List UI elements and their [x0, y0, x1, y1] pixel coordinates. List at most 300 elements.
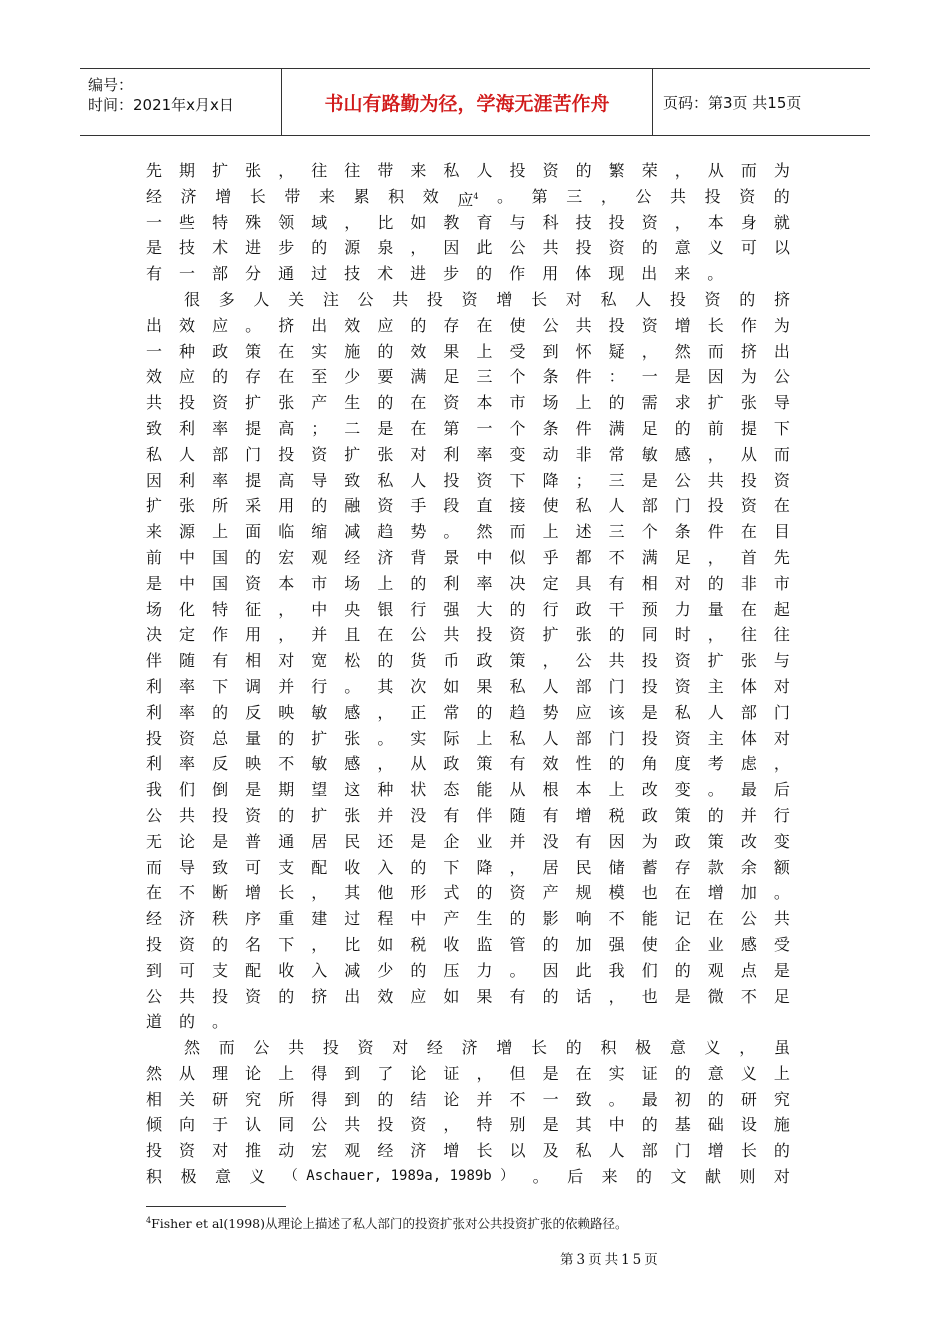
text-char: 点	[740, 960, 757, 980]
text-char: 三	[608, 470, 625, 490]
text-char: 税	[410, 934, 427, 954]
text-char: 应	[377, 315, 394, 335]
text-char: 扩	[707, 393, 724, 413]
text-char: 基	[674, 1115, 691, 1135]
text-char: 前	[707, 418, 724, 438]
text-char: 中	[410, 909, 427, 929]
text-line	[146, 700, 790, 726]
text-char: 序	[245, 909, 262, 929]
text-char: 伴	[476, 805, 493, 825]
text-char: 趋	[377, 522, 394, 542]
text-char: 因	[443, 238, 460, 258]
text-char: 施	[344, 341, 361, 361]
text-char: 人	[542, 676, 559, 696]
text-char: 资	[773, 470, 790, 490]
text-char: 量	[245, 728, 262, 748]
text-char: 长	[531, 1038, 548, 1058]
text-char: ；	[575, 470, 592, 490]
text-char: 扩	[146, 496, 163, 516]
text-char: 观	[311, 547, 328, 567]
text-char: 对	[674, 573, 691, 593]
text-char: 趋	[509, 702, 526, 722]
text-char: 是	[542, 1115, 559, 1135]
text-char: 增	[245, 883, 262, 903]
text-char: ，	[278, 625, 295, 645]
text-char: 入	[311, 960, 328, 980]
text-char: 投	[641, 651, 658, 671]
text-char: 增	[496, 289, 513, 309]
text-char: 改	[740, 831, 757, 851]
text-char: 然	[476, 522, 493, 542]
text-char: 所	[278, 1089, 295, 1109]
text-char: ，	[773, 754, 790, 774]
text-char: 扩	[311, 805, 328, 825]
text-char: 最	[740, 780, 757, 800]
text-char: 而	[740, 161, 757, 180]
text-char: 资	[377, 496, 394, 516]
text-char: 。	[608, 1089, 625, 1109]
text-char: 资	[542, 161, 559, 180]
text-char: 的	[476, 264, 493, 284]
text-char: 的	[509, 599, 526, 619]
text-char: 并	[377, 805, 394, 825]
text-char: 并	[278, 676, 295, 696]
text-char: 受	[509, 341, 526, 361]
text-char: 业	[476, 831, 493, 851]
text-char: 面	[245, 522, 262, 542]
text-char: 育	[476, 212, 493, 232]
text-char: 需	[641, 393, 658, 413]
text-char: 观	[344, 1141, 361, 1161]
text-char: 的	[278, 805, 295, 825]
text-char: 也	[641, 883, 658, 903]
text-char: 感	[344, 702, 361, 722]
text-char: 投	[641, 676, 658, 696]
text-char: 源	[344, 238, 361, 258]
text-char: ，	[311, 934, 328, 954]
text-char: 现	[608, 264, 625, 284]
text-char: 到	[542, 341, 559, 361]
text-char: 生	[344, 393, 361, 413]
text-char: 也	[641, 986, 658, 1006]
text-char: 缩	[311, 522, 328, 542]
text-char: 论	[410, 1063, 427, 1083]
text-char: 先	[773, 547, 790, 567]
text-char: 步	[278, 238, 295, 258]
text-char: 领	[278, 212, 295, 232]
text-char: 一	[146, 341, 163, 361]
page-header	[80, 68, 870, 136]
text-char: 应	[410, 986, 427, 1006]
text-char: 共	[542, 238, 559, 258]
text-char: 用	[542, 264, 559, 284]
text-char: 果	[476, 676, 493, 696]
text-char: 提	[245, 470, 262, 490]
text-char: 加	[575, 934, 592, 954]
text-char: 作	[509, 264, 526, 284]
text-char: 的	[707, 573, 724, 593]
text-char: 反	[212, 754, 229, 774]
text-char: 于	[212, 1115, 229, 1135]
text-line	[146, 287, 790, 313]
text-char: 为	[773, 315, 790, 335]
text-char: 场	[146, 599, 163, 619]
text-char: 了	[377, 1063, 394, 1083]
text-line	[146, 545, 790, 571]
text-char: 记	[674, 909, 691, 929]
text-char: 论	[179, 831, 196, 851]
text-char: 上	[476, 341, 493, 361]
text-char: 秩	[212, 909, 229, 929]
text-char: 监	[476, 934, 493, 954]
text-char: 扩	[212, 161, 229, 180]
text-char: 部	[575, 676, 592, 696]
text-char: 正	[410, 702, 427, 722]
text-line	[146, 880, 790, 906]
text-line	[146, 339, 790, 365]
text-char: 市	[311, 573, 328, 593]
text-char: 行	[311, 676, 328, 696]
text-char: 门	[245, 444, 262, 464]
text-char: 率	[476, 573, 493, 593]
text-char: 公	[509, 238, 526, 258]
text-char: 并	[509, 831, 526, 851]
text-char: 虑	[740, 754, 757, 774]
text-char: 设	[740, 1115, 757, 1135]
text-char: 公	[410, 625, 427, 645]
text-char: 的	[542, 934, 559, 954]
text-char: 。	[212, 1012, 229, 1032]
text-char: 其	[377, 676, 394, 696]
text-char: 资	[641, 212, 658, 232]
text-char: 术	[212, 238, 229, 258]
text-char: 有	[608, 573, 625, 593]
text-char: 投	[575, 238, 592, 258]
text-char: 动	[542, 444, 559, 464]
text-char: 的	[377, 341, 394, 361]
text-char: 货	[410, 651, 427, 671]
text-char: 人	[608, 1141, 625, 1161]
text-char: 对	[392, 1038, 409, 1058]
text-char: 到	[146, 960, 163, 980]
text-char: 都	[575, 547, 592, 567]
text-char: 件	[575, 367, 592, 387]
text-char: 出	[311, 315, 328, 335]
text-char: 资	[212, 393, 229, 413]
text-char: 的	[377, 651, 394, 671]
text-line	[146, 184, 790, 210]
text-char: 。	[773, 883, 790, 903]
text-char: 因	[608, 831, 625, 851]
text-char: 资	[740, 496, 757, 516]
text-char: 公	[542, 315, 559, 335]
text-char: 二	[344, 418, 361, 438]
text-char: 部	[212, 264, 229, 284]
text-char: 投	[669, 289, 686, 309]
text-line	[146, 674, 790, 700]
text-char: 提	[740, 418, 757, 438]
text-char: 率	[476, 444, 493, 464]
text-char: 私	[600, 289, 617, 309]
text-char: 临	[278, 522, 295, 542]
text-char: 意	[214, 1167, 231, 1187]
text-char: 具	[575, 573, 592, 593]
text-char: 一	[476, 418, 493, 438]
text-char: 下	[773, 418, 790, 438]
page-footer: 第3页共15页	[560, 1252, 661, 1268]
text-char: 而	[707, 341, 724, 361]
footnote-reference[interactable]: 4	[473, 191, 479, 201]
text-char: 本	[707, 212, 724, 232]
text-char: 在	[146, 883, 163, 903]
motto-text: 书山有路勤为径，学海无涯苦作舟	[324, 92, 610, 115]
text-char: 投	[212, 986, 229, 1006]
text-char: 及	[542, 1141, 559, 1161]
text-line	[146, 855, 790, 881]
text-line	[146, 803, 790, 829]
text-char: 征	[245, 599, 262, 619]
footnote-marker: 4	[146, 1216, 152, 1225]
text-char: 张	[740, 393, 757, 413]
text-char: 的	[476, 702, 493, 722]
text-char: 的	[773, 186, 790, 206]
text-line	[146, 1138, 790, 1164]
text-char: 得	[311, 1063, 328, 1083]
text-char: 来	[146, 522, 163, 542]
text-char: 减	[344, 960, 361, 980]
text-char: 挤	[278, 315, 295, 335]
text-char: 压	[443, 960, 460, 980]
citation: （ Aschauer, 1989a, 1989b ）	[283, 1168, 515, 1185]
text-char: 足	[443, 367, 460, 387]
text-char: 长	[707, 315, 724, 335]
text-char: 应$^4$	[457, 190, 479, 210]
text-char: 共	[608, 651, 625, 671]
text-char: 投	[608, 212, 625, 232]
text-char: 这	[344, 780, 361, 800]
text-char: ：	[608, 367, 625, 387]
text-char: 重	[278, 909, 295, 929]
text-char: 并	[311, 625, 328, 645]
text-char: 应	[212, 315, 229, 335]
text-char: 管	[509, 934, 526, 954]
text-char: 。	[509, 960, 526, 980]
text-char: 献	[704, 1167, 721, 1187]
text-char: 果	[476, 986, 493, 1006]
text-char: 门	[674, 496, 691, 516]
text-line	[146, 1112, 790, 1138]
text-char: 意	[674, 238, 691, 258]
text-char: 资	[509, 625, 526, 645]
text-char: 个	[509, 418, 526, 438]
text-char: 相	[245, 651, 262, 671]
text-char: 人	[179, 444, 196, 464]
text-char: 高	[278, 470, 295, 490]
text-char: 很	[184, 289, 201, 309]
text-char: 融	[344, 496, 361, 516]
text-char: 形	[410, 883, 427, 903]
text-char: 策	[476, 754, 493, 774]
text-char: 。	[707, 264, 724, 284]
text-char: 但	[509, 1063, 526, 1083]
text-char: 中	[476, 547, 493, 567]
text-char: 强	[443, 599, 460, 619]
text-char: 景	[443, 547, 460, 567]
text-char: 张	[179, 496, 196, 516]
page-number-label: 页码：第3页 共15页	[663, 93, 802, 112]
text-char: 体	[740, 676, 757, 696]
text-char: ，	[674, 161, 691, 180]
text-char: 企	[443, 831, 460, 851]
text-char: 长	[531, 289, 548, 309]
text-char: 的	[410, 573, 427, 593]
text-char: 件	[575, 418, 592, 438]
text-char: 民	[575, 857, 592, 877]
text-char: 。	[344, 676, 361, 696]
text-char: 高	[278, 418, 295, 438]
text-char: 资	[608, 238, 625, 258]
text-char: 观	[707, 960, 724, 980]
text-char: 上	[377, 573, 394, 593]
text-char: 通	[278, 831, 295, 851]
text-char: 的	[410, 315, 427, 335]
text-char: 究	[773, 1089, 790, 1109]
text-char: 增	[496, 1038, 513, 1058]
text-char: 应	[179, 367, 196, 387]
text-char: 策	[707, 831, 724, 851]
text-char: 体	[740, 728, 757, 748]
text-char: 倾	[146, 1115, 163, 1135]
text-char: 不	[278, 754, 295, 774]
text-char: 的	[377, 393, 394, 413]
text-char: 人	[608, 496, 625, 516]
text-char: 同	[641, 625, 658, 645]
text-char: 率	[179, 702, 196, 722]
text-char: 虽	[773, 1038, 790, 1058]
text-char: 疑	[608, 341, 625, 361]
text-char: 中	[311, 599, 328, 619]
text-char: 投	[509, 161, 526, 180]
text-char: 的	[565, 1038, 582, 1058]
text-char: 场	[344, 573, 361, 593]
text-line	[146, 1164, 790, 1190]
text-char: 出	[641, 264, 658, 284]
text-char: 私	[146, 444, 163, 464]
text-char: 为	[641, 831, 658, 851]
text-char: 相	[146, 1089, 163, 1109]
text-line	[146, 416, 790, 442]
text-char: 门	[674, 1141, 691, 1161]
text-char: 张	[344, 728, 361, 748]
text-line	[146, 777, 790, 803]
text-char: 种	[377, 780, 394, 800]
text-char: 增	[575, 805, 592, 825]
text-char: 策	[674, 805, 691, 825]
text-line	[146, 519, 790, 545]
text-char: 进	[410, 264, 427, 284]
text-char: 似	[509, 547, 526, 567]
text-char: 角	[641, 754, 658, 774]
text-char: 配	[245, 960, 262, 980]
text-char: 在	[476, 315, 493, 335]
text-char: 述	[575, 522, 592, 542]
text-char: 公	[674, 470, 691, 490]
text-char: 特	[212, 212, 229, 232]
text-char: 的	[641, 238, 658, 258]
text-char: 通	[278, 264, 295, 284]
text-char: 效	[179, 315, 196, 335]
text-char: 配	[311, 857, 328, 877]
text-char: ，	[344, 212, 361, 232]
text-char: 意	[707, 1063, 724, 1083]
text-char: 程	[377, 909, 394, 929]
text-char: 域	[311, 212, 328, 232]
text-char: 后	[567, 1167, 584, 1187]
text-char: 投	[146, 934, 163, 954]
text-char: 资	[674, 651, 691, 671]
header-motto	[282, 69, 653, 135]
text-char: 松	[344, 651, 361, 671]
text-char: 术	[377, 264, 394, 284]
text-char: 个	[509, 367, 526, 387]
text-char: 作	[740, 315, 757, 335]
text-char: 足	[674, 547, 691, 567]
text-char: 施	[773, 1115, 790, 1135]
text-char: 部	[212, 444, 229, 464]
text-char: 期	[278, 780, 295, 800]
text-char: 投	[212, 805, 229, 825]
text-char: 济	[410, 1141, 427, 1161]
text-char: 出	[146, 315, 163, 335]
text-char: 义	[704, 1038, 721, 1058]
text-char: 积	[146, 1167, 163, 1187]
text-char: 的	[311, 496, 328, 516]
text-char: 能	[641, 909, 658, 929]
text-char: 在	[410, 418, 427, 438]
text-char: 满	[410, 367, 427, 387]
text-line	[146, 829, 790, 855]
text-line	[146, 235, 790, 261]
text-line	[146, 493, 790, 519]
text-char: 态	[443, 780, 460, 800]
text-char: ，	[608, 986, 625, 1006]
text-char: 政	[476, 651, 493, 671]
text-char: 私	[575, 496, 592, 516]
text-char: 行	[410, 599, 427, 619]
text-char: 无	[146, 831, 163, 851]
text-char: 长	[740, 1141, 757, 1161]
text-char: 调	[245, 676, 262, 696]
text-char: 体	[575, 264, 592, 284]
header-meta	[80, 69, 282, 135]
text-char: 如	[443, 676, 460, 696]
text-char: 身	[740, 212, 757, 232]
text-char: 研	[740, 1089, 757, 1109]
text-char: 一	[641, 367, 658, 387]
text-char: 多	[218, 289, 235, 309]
text-char: 行	[773, 805, 790, 825]
text-char: 效	[422, 186, 439, 206]
text-char: 并	[476, 1089, 493, 1109]
text-char: 国	[212, 547, 229, 567]
text-char: 背	[410, 547, 427, 567]
text-char: 张	[245, 161, 262, 180]
text-char: 在	[377, 625, 394, 645]
text-char: 繁	[608, 161, 625, 180]
text-char: 挤	[773, 289, 790, 309]
text-char: 公	[740, 909, 757, 929]
text-char: 在	[740, 522, 757, 542]
